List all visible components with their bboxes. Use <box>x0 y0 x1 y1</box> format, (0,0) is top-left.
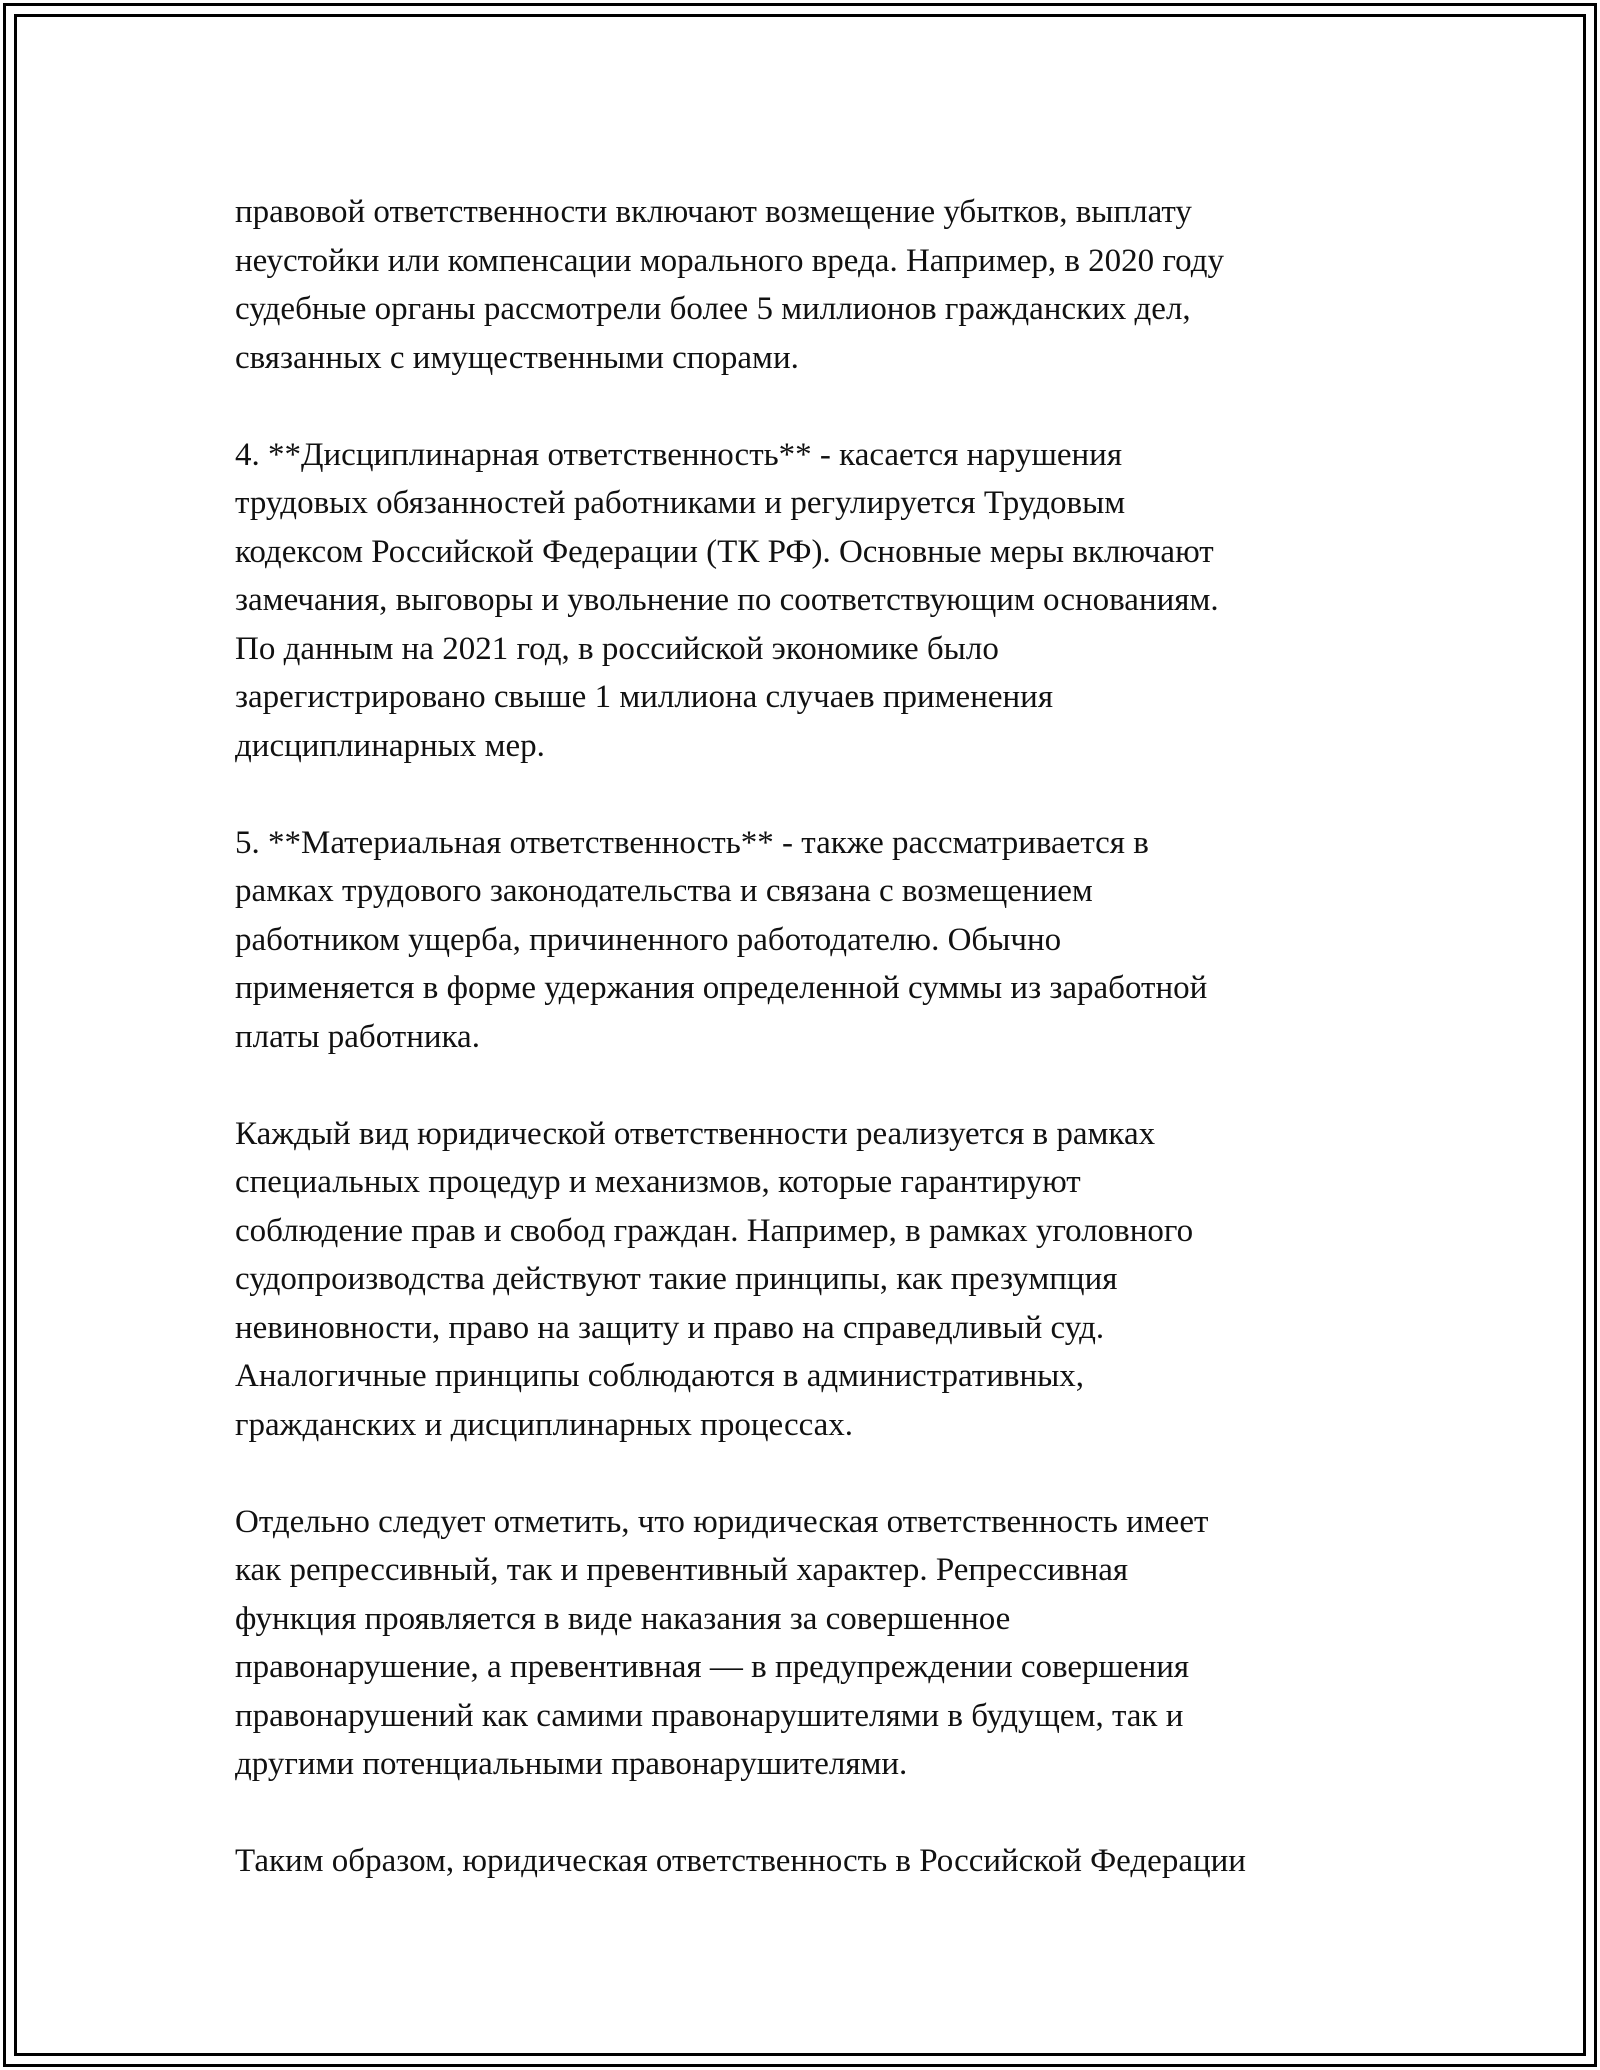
text-line: Отдельно следует отметить, что юридическая ответственность имеет <box>235 1503 1209 1540</box>
text-line: замечания, выговоры и увольнение по соответствующим основаниям. <box>235 582 1219 618</box>
text-line: связанных с имущественными спорами. <box>235 339 799 376</box>
text-line: судебные органы рассмотрели более 5 миллионов гражданских дел, <box>235 291 1191 327</box>
paragraph-functions <box>235 1498 1385 1789</box>
text-line: платы работника. <box>235 1018 480 1055</box>
text-line: трудовых обязанностей работниками и регулируется Трудовым <box>235 485 1126 521</box>
text-line: судопроизводства действуют такие принципы, как презумпция <box>235 1261 1118 1297</box>
text-line: соблюдение прав и свобод граждан. Например, в рамках уголовного <box>235 1212 1194 1249</box>
text-line: Каждый вид юридической ответственности реализуется в рамках <box>235 1115 1156 1152</box>
text-line: правовой ответственности включают возмещение убытков, выплату <box>235 194 1192 230</box>
paragraph-civil-liability-continuation <box>235 188 1385 382</box>
text-line: 4. **Дисциплинарная ответственность** - касается нарушения <box>235 436 1123 473</box>
text-line: гражданских и дисциплинарных процессах. <box>235 1406 854 1443</box>
text-line: правонарушений как самими правонарушителями в будущем, так и <box>235 1697 1184 1734</box>
text-line: дисциплинарных мер. <box>235 727 545 764</box>
text-line: зарегистрировано свыше 1 миллиона случаев применения <box>235 679 1054 715</box>
text-line: работником ущерба, причиненного работодателю. Обычно <box>235 921 1062 958</box>
text-line: функция проявляется в виде наказания за совершенное <box>235 1600 1011 1637</box>
text-line: рамках трудового законодательства и связана с возмещением <box>235 873 1093 909</box>
text-line: невиновности, право на защиту и право на справедливый суд. <box>235 1309 1105 1346</box>
document-body <box>235 188 1385 1886</box>
text-line: кодексом Российской Федерации (ТК РФ). Основные меры включают <box>235 533 1214 570</box>
text-line: применяется в форме удержания определенной суммы из заработной <box>235 970 1208 1006</box>
paragraph-procedures <box>235 1110 1385 1450</box>
text-line: 5. **Материальная ответственность** - также рассматривается в <box>235 824 1149 861</box>
paragraph-disciplinary-liability <box>235 431 1385 771</box>
text-line: Таким образом, юридическая ответственность в Российской Федерации <box>235 1843 1246 1879</box>
paragraph-material-liability <box>235 819 1385 1062</box>
paragraph-conclusion <box>235 1837 1385 1886</box>
text-line: как репрессивный, так и превентивный характер. Репрессивная <box>235 1552 1129 1588</box>
text-line: специальных процедур и механизмов, которые гарантируют <box>235 1164 1081 1200</box>
text-line: неустойки или компенсации морального вреда. Например, в 2020 году <box>235 242 1224 279</box>
text-line: правонарушение, а превентивная — в предупреждении совершения <box>235 1649 1190 1685</box>
text-line: По данным на 2021 год, в российской экономике было <box>235 630 999 667</box>
text-line: Аналогичные принципы соблюдаются в административных, <box>235 1358 1085 1394</box>
text-line: другими потенциальными правонарушителями. <box>235 1746 908 1782</box>
